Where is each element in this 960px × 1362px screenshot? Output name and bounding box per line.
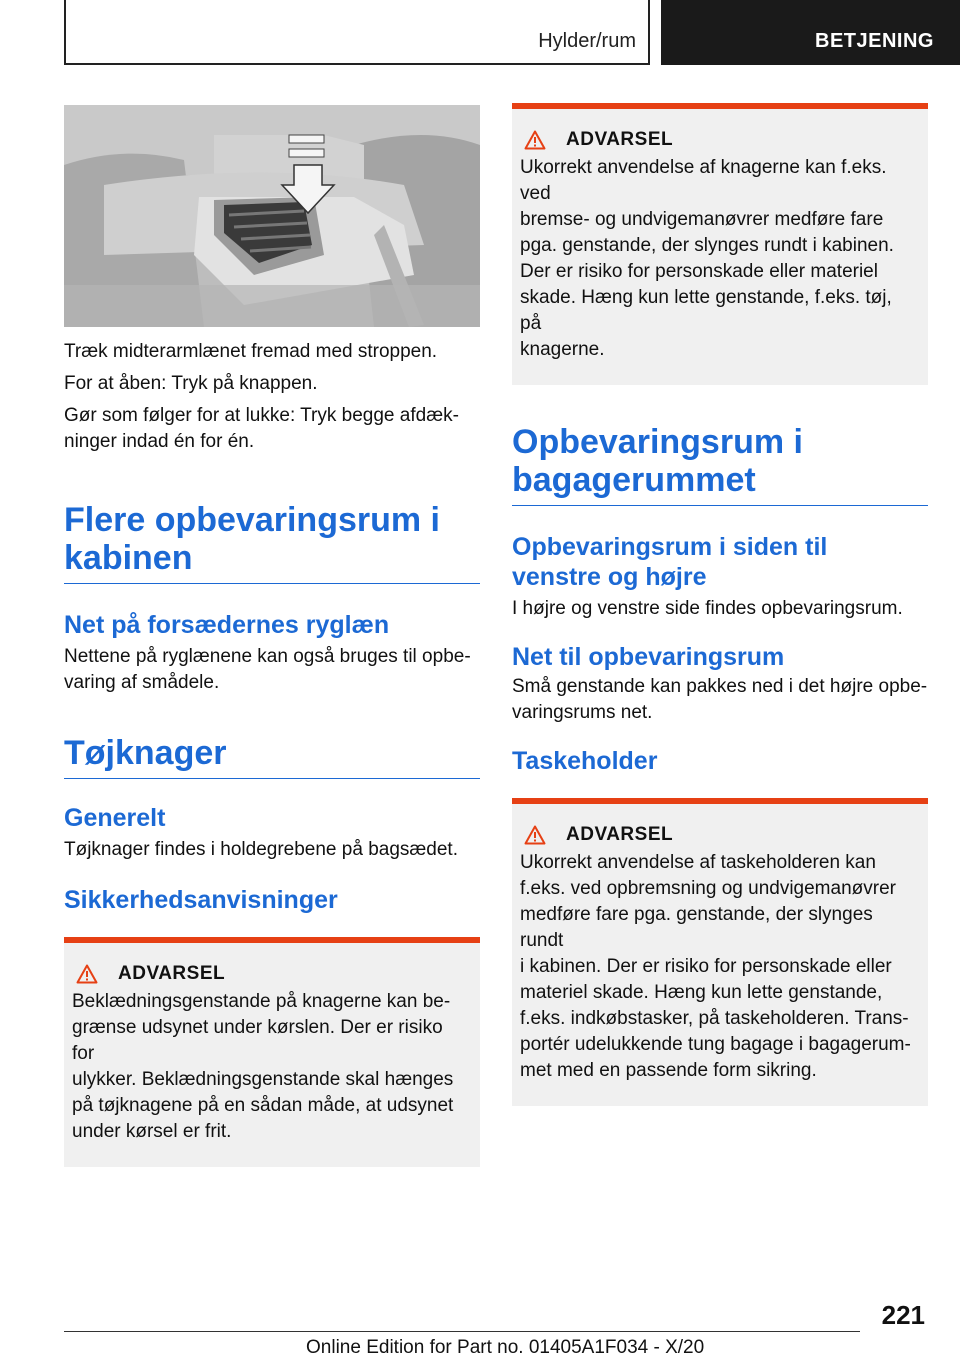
warning-box-hooks-usage: [512, 103, 928, 385]
chapter-title: BETJENING: [815, 30, 934, 52]
warning-label: ADVARSEL: [566, 129, 674, 150]
warning-box-hooks-visibility: [64, 937, 480, 1167]
intro-paragraph-3: Gør som følger for at lukke: Tryk begge afdæk- ninger indad én for én.: [64, 405, 459, 452]
heading-safety-notes: Sikkerhedsanvisninger: [64, 886, 338, 914]
warning-triangle-icon: [76, 964, 98, 984]
general-text: Tøjknager findes i holdegrebene på bagsædet.: [64, 839, 458, 860]
heading-general: Generelt: [64, 804, 166, 832]
heading-bag-holder: Taskeholder: [512, 747, 658, 775]
side-compartments-text: I højre og venstre side findes opbevaringsrum.: [512, 598, 903, 619]
heading-seatback-nets: Net på forsædernes ryglæn: [64, 611, 390, 639]
storage-net-text: Små genstande kan pakkes ned i det højre opbe- varingsrums net.: [512, 676, 928, 723]
warning-label: ADVARSEL: [118, 963, 226, 984]
heading-trunk-storage: Opbevaringsrum i bagagerummet: [512, 423, 928, 506]
warning-triangle-icon: [524, 130, 546, 150]
warning-text: Ukorrekt anvendelse af taskeholderen kan f.eks. ved opbremsning og undvigemanøvrer medføre fare pga. genstande, der slynges rundt i kabinen. Der er risiko for personskade eller materiel skade. Hæng kun lette genstande, f.eks. indkøbstasker, på taskeholderen. Trans- portér udelukkende tung bagage i bagagerum- met med en passende form sikring.: [520, 852, 911, 1081]
footer-edition: Online Edition for Part no. 01405A1F034 - X/20: [306, 1337, 705, 1358]
chapter-tab: [661, 0, 960, 65]
warning-text: Ukorrekt anvendelse af knagerne kan f.eks. ved bremse- og undvigemanøvrer medføre fare pga. genstande, der slynges rundt i kabinen. Der er risiko for personskade eller materiel skade. Hæng kun lette genstande, f.eks. tøj, på knagerne.: [520, 157, 894, 360]
warning-box-bag-holder: [512, 798, 928, 1106]
section-title: Hylder/rum: [538, 30, 636, 52]
header-frame: [64, 0, 650, 65]
warning-triangle-icon: [524, 825, 546, 845]
warning-text: Beklædningsgenstande på knagerne kan be- grænse udsynet under kørslen. Der er risiko for ulykker. Beklædningsgenstande skal hænges på tøjknagene på en sådan måde, at udsynet under kørsel er frit.: [72, 991, 454, 1142]
heading-side-compartments: Opbevaringsrum i siden til venstre og højre: [512, 533, 828, 591]
page-number: 221: [881, 1300, 925, 1330]
heading-cabin-storage: Flere opbevaringsrum i kabinen: [64, 501, 480, 584]
warning-label: ADVARSEL: [566, 824, 674, 845]
seatback-nets-text: Nettene på ryglænene kan også bruges til opbe- varing af smådele.: [64, 646, 471, 693]
heading-coat-hooks: Tøjknager: [64, 734, 480, 779]
intro-paragraph-2: For at åben: Tryk på knappen.: [64, 373, 318, 394]
footer-divider: [64, 1331, 860, 1332]
heading-storage-net: Net til opbevaringsrum: [512, 643, 785, 671]
left-column: [64, 105, 480, 1167]
right-column: [512, 103, 928, 1106]
intro-paragraph-1: Træk midterarmlænet fremad med stroppen.: [64, 341, 438, 362]
armrest-pull-strap-photo: [64, 105, 480, 327]
